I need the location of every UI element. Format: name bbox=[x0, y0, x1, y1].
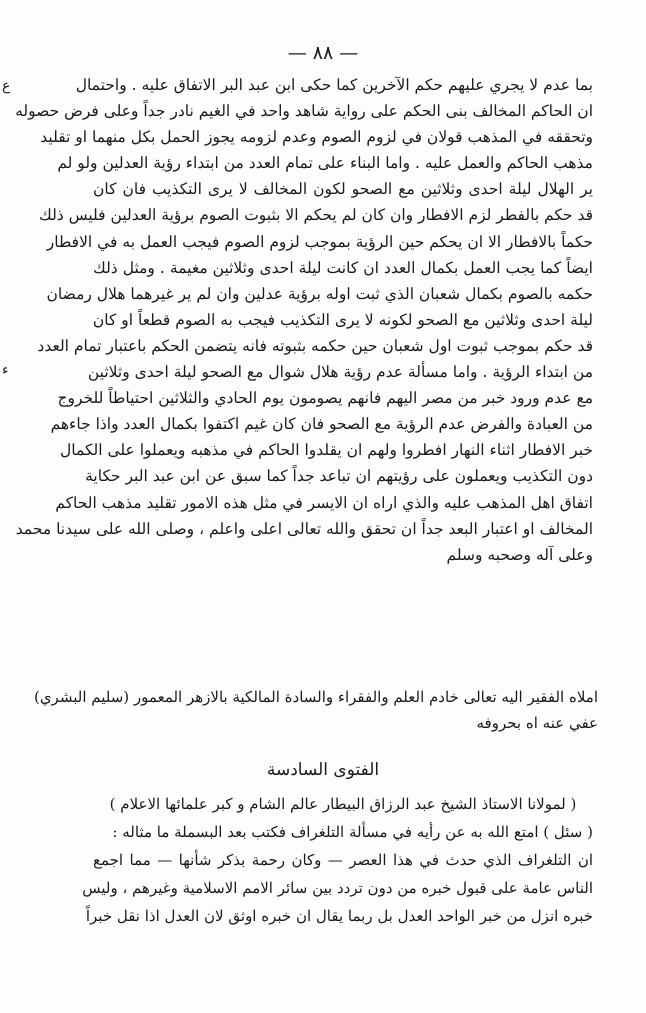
text-line: ايضاً كما يجب العمل بكمال العدد ان كانت ليلة احدى وثلاثين مغيمة . ومثل ذلك bbox=[93, 258, 593, 277]
text-line: الناس عامة على قبول خبره من دون تردد بين سائر الامم الاسلامية وغيرهم ، وليس bbox=[82, 879, 593, 897]
text-line: ير الهلال ليلة احدى وثلاثين مع الصحو لكون المخالف لا يرى التكذيب فان كان bbox=[93, 180, 593, 199]
text-line: مذهب الحاكم والعمل عليه . واما البناء على تمام العدد من ابتداء رؤية العدلين ولو لم bbox=[57, 154, 593, 173]
fatwa-question: ( سئل ) امتع الله به عن رأيه في مسألة التلغراف فكتب بعد البسملة ما مثاله : bbox=[112, 823, 593, 841]
page-number: — ٨٨ — bbox=[287, 42, 359, 64]
margin-mark: ء bbox=[2, 362, 9, 378]
margin-mark: ع bbox=[2, 78, 11, 94]
signature-block bbox=[33, 684, 598, 736]
text-line: اتفاق اهل المذهب عليه والذي اراه ان الايسر في مثل هذه الامور تقليد مذهب الحاكم bbox=[55, 493, 593, 512]
fatwa-attribution: ( لمولانا الاستاذ الشيخ عبد الرزاق البيطار عالم الشام و كبر علمائها الاعلام ) bbox=[109, 795, 577, 813]
text-line: ان التلغراف الذي حدث في هذا العصر — وكان رحمة بذكر شأنها — مما اجمع bbox=[93, 851, 593, 869]
fatwa-text bbox=[82, 790, 593, 930]
text-line: حكمه بالصوم بكمال شعبان الذي ثبت اوله برؤية عدلين وان لم ير غيرهما هلال رمضان bbox=[46, 284, 593, 303]
text-line: حكماً بالافطار الا ان يحكم حين الرؤية بموجب لزوم الصوم فيجب العمل به في الافطار bbox=[46, 232, 593, 251]
text-line: مع عدم ورود خبر من مصر اليهم فانهم يصومون يوم الحادي والثلاثين احتياطاً للخروج bbox=[57, 389, 593, 408]
text-line: من العبادة والفرض عدم الرؤية مع الصحو فان كان غيم اكتفوا بكمال العدد واذا جاءهم bbox=[50, 415, 593, 434]
text-line: دون التكذيب ويعملون على رؤيتهم ان تباعد جداً كما سبق عن ابن عبد البر حكاية bbox=[85, 467, 593, 486]
text-line: خبر الافطار اثناء النهار افطروا ولهم ان يقلدوا الحاكم في مذهبه ويعملوا على الكمال bbox=[60, 441, 593, 460]
text-line: بما عدم لا يجري عليهم حكم الآخرين كما حكى ابن عبد البر الاتفاق عليه . واحتمال bbox=[75, 76, 593, 94]
section-title: الفتوى السادسة bbox=[266, 760, 380, 780]
text-line: قد حكم بموجب ثبوت اول شعبان حين حكمه بثبوته فانه يتضمن الحكم باعتبار تمام العدد bbox=[37, 336, 593, 355]
text-line: خبره انزل من خبر الواحد العدل بل ربما يقال ان خبره اوثق لان العدل اذا نقل خبراً bbox=[85, 907, 593, 925]
signature-line: عفي عنه اه بحروفه bbox=[476, 714, 598, 732]
body-paragraph bbox=[15, 72, 593, 568]
text-line: ليلة احدى وثلاثين مع الصحو لكونه لا يرى التكذيب فيجب به الصوم قطعاً او كان bbox=[92, 310, 593, 329]
text-line: قد حكم بالفطر لزم الافطار وان كان لم يحكم الا بثبوت الصوم برؤية العدلين فليس ذلك bbox=[39, 206, 593, 225]
signature-line: املاه الفقير اليه تعالى خادم العلم والفقراء والسادة المالكية بالازهر المعمور (سليم البشري) bbox=[33, 688, 598, 706]
text-line: المخالف او اعتبار البعد جداً ان تحقق والله تعالى اعلى واعلم ، وصلى الله على سيدنا محمد bbox=[15, 519, 593, 538]
text-line: وعلى آله وصحبه وسلم bbox=[446, 545, 593, 564]
text-line: من ابتداء الرؤية . واما مسألة عدم رؤية هلال شوال مع الصحو ليلة احدى وثلاثين bbox=[87, 363, 593, 382]
text-line: ان الحاكم المخالف بنى الحكم على رواية شاهد واحد في الغيم نادر جداً وعلى فرض حصوله bbox=[15, 102, 593, 121]
text-line: وتحققه في المذهب قولان في لزوم الصوم وعدم لزومه يجوز الحمل بكل منهما او تقليد bbox=[40, 128, 593, 147]
